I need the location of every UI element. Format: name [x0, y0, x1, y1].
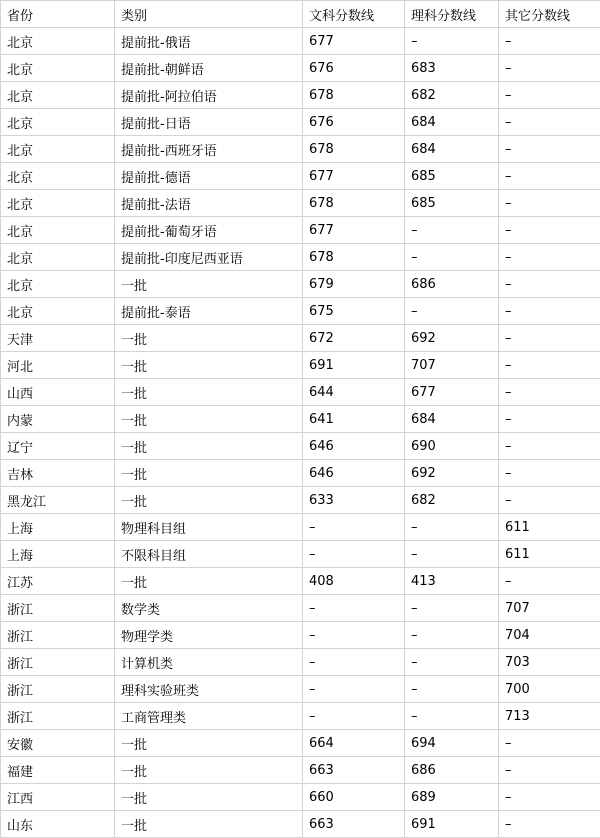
- cell-science-score: 682: [405, 487, 499, 514]
- cell-liberal-arts-score: 676: [303, 55, 405, 82]
- cell-category: 一批: [115, 757, 303, 784]
- cell-science-score: 413: [405, 568, 499, 595]
- cell-province: 山东: [1, 811, 115, 838]
- cell-category: 提前批-印度尼西亚语: [115, 244, 303, 271]
- cell-province: 浙江: [1, 595, 115, 622]
- table-row: [1, 406, 600, 433]
- cell-other-score: –: [499, 406, 600, 433]
- cell-other-score: –: [499, 433, 600, 460]
- cell-other-score: –: [499, 784, 600, 811]
- cell-liberal-arts-score: –: [303, 541, 405, 568]
- cell-province: 浙江: [1, 676, 115, 703]
- table-row: [1, 271, 600, 298]
- cell-science-score: –: [405, 622, 499, 649]
- cell-category: 提前批-德语: [115, 163, 303, 190]
- cell-science-score: 692: [405, 460, 499, 487]
- cell-liberal-arts-score: –: [303, 703, 405, 730]
- cell-other-score: –: [499, 298, 600, 325]
- table-row: [1, 568, 600, 595]
- cell-province: 北京: [1, 109, 115, 136]
- table-row: [1, 811, 600, 838]
- cell-other-score: 700: [499, 676, 600, 703]
- cell-liberal-arts-score: –: [303, 514, 405, 541]
- cell-liberal-arts-score: –: [303, 649, 405, 676]
- cell-category: 一批: [115, 271, 303, 298]
- cell-liberal-arts-score: –: [303, 595, 405, 622]
- cell-science-score: –: [405, 514, 499, 541]
- cell-category: 一批: [115, 784, 303, 811]
- cell-category: 一批: [115, 730, 303, 757]
- cell-category: 一批: [115, 811, 303, 838]
- cell-other-score: –: [499, 730, 600, 757]
- cell-science-score: 686: [405, 757, 499, 784]
- cell-other-score: –: [499, 352, 600, 379]
- cell-liberal-arts-score: 646: [303, 433, 405, 460]
- cell-science-score: 684: [405, 136, 499, 163]
- cell-science-score: –: [405, 595, 499, 622]
- cell-other-score: –: [499, 109, 600, 136]
- cell-science-score: –: [405, 244, 499, 271]
- cell-liberal-arts-score: 663: [303, 757, 405, 784]
- cell-category: 提前批-法语: [115, 190, 303, 217]
- cell-other-score: –: [499, 217, 600, 244]
- cell-province: 北京: [1, 163, 115, 190]
- table-row: [1, 622, 600, 649]
- cell-category: 物理学类: [115, 622, 303, 649]
- cell-category: 计算机类: [115, 649, 303, 676]
- cell-province: 浙江: [1, 649, 115, 676]
- cell-science-score: 682: [405, 82, 499, 109]
- cell-category: 提前批-阿拉伯语: [115, 82, 303, 109]
- table-row: [1, 730, 600, 757]
- cell-province: 浙江: [1, 622, 115, 649]
- cell-category: 提前批-西班牙语: [115, 136, 303, 163]
- cell-science-score: –: [405, 217, 499, 244]
- table-row: [1, 352, 600, 379]
- cell-category: 物理科目组: [115, 514, 303, 541]
- cell-liberal-arts-score: 678: [303, 82, 405, 109]
- cell-liberal-arts-score: –: [303, 676, 405, 703]
- cell-science-score: 689: [405, 784, 499, 811]
- cell-liberal-arts-score: 678: [303, 136, 405, 163]
- cell-category: 提前批-日语: [115, 109, 303, 136]
- cell-liberal-arts-score: 641: [303, 406, 405, 433]
- cell-other-score: –: [499, 811, 600, 838]
- cell-province: 北京: [1, 244, 115, 271]
- cell-province: 北京: [1, 55, 115, 82]
- cell-other-score: 611: [499, 541, 600, 568]
- table-row: [1, 217, 600, 244]
- cell-category: 不限科目组: [115, 541, 303, 568]
- cell-science-score: 684: [405, 406, 499, 433]
- cell-science-score: 685: [405, 163, 499, 190]
- cell-science-score: 694: [405, 730, 499, 757]
- table-row: [1, 703, 600, 730]
- table-row: [1, 757, 600, 784]
- table-row: [1, 109, 600, 136]
- cell-province: 北京: [1, 298, 115, 325]
- cell-province: 天津: [1, 325, 115, 352]
- cell-province: 北京: [1, 217, 115, 244]
- cell-science-score: 692: [405, 325, 499, 352]
- cell-province: 北京: [1, 28, 115, 55]
- table-row: [1, 541, 600, 568]
- cell-province: 辽宁: [1, 433, 115, 460]
- cell-science-score: –: [405, 28, 499, 55]
- header-science-score: 理科分数线: [405, 1, 499, 28]
- cell-liberal-arts-score: 677: [303, 28, 405, 55]
- cell-science-score: 683: [405, 55, 499, 82]
- cell-science-score: –: [405, 649, 499, 676]
- cell-other-score: 611: [499, 514, 600, 541]
- table-row: [1, 82, 600, 109]
- cell-other-score: 703: [499, 649, 600, 676]
- cell-liberal-arts-score: 677: [303, 163, 405, 190]
- cell-other-score: –: [499, 460, 600, 487]
- cell-liberal-arts-score: 660: [303, 784, 405, 811]
- cell-category: 一批: [115, 433, 303, 460]
- cell-other-score: –: [499, 379, 600, 406]
- header-other-score: 其它分数线: [499, 1, 600, 28]
- header-category: 类别: [115, 1, 303, 28]
- header-liberal-arts-score: 文科分数线: [303, 1, 405, 28]
- cell-category: 理科实验班类: [115, 676, 303, 703]
- cell-province: 北京: [1, 136, 115, 163]
- table-row: [1, 514, 600, 541]
- cell-liberal-arts-score: 633: [303, 487, 405, 514]
- cell-liberal-arts-score: –: [303, 622, 405, 649]
- cell-province: 山西: [1, 379, 115, 406]
- cell-province: 吉林: [1, 460, 115, 487]
- cell-province: 内蒙: [1, 406, 115, 433]
- table-row: [1, 244, 600, 271]
- cell-other-score: –: [499, 244, 600, 271]
- cell-other-score: –: [499, 55, 600, 82]
- cell-science-score: 691: [405, 811, 499, 838]
- cell-liberal-arts-score: 646: [303, 460, 405, 487]
- table-row: [1, 460, 600, 487]
- table-row: [1, 649, 600, 676]
- cell-science-score: 685: [405, 190, 499, 217]
- cell-liberal-arts-score: 691: [303, 352, 405, 379]
- cell-other-score: 707: [499, 595, 600, 622]
- table-row: [1, 784, 600, 811]
- cell-category: 一批: [115, 406, 303, 433]
- cell-category: 一批: [115, 487, 303, 514]
- table-row: [1, 298, 600, 325]
- cell-province: 北京: [1, 82, 115, 109]
- table-row: [1, 28, 600, 55]
- table-row: [1, 136, 600, 163]
- cell-category: 提前批-葡萄牙语: [115, 217, 303, 244]
- cell-science-score: 677: [405, 379, 499, 406]
- cell-category: 一批: [115, 568, 303, 595]
- cell-province: 河北: [1, 352, 115, 379]
- cell-province: 北京: [1, 190, 115, 217]
- cell-liberal-arts-score: 679: [303, 271, 405, 298]
- table-body: [1, 28, 600, 838]
- cell-province: 江苏: [1, 568, 115, 595]
- cell-category: 提前批-朝鲜语: [115, 55, 303, 82]
- cell-category: 提前批-泰语: [115, 298, 303, 325]
- cell-category: 提前批-俄语: [115, 28, 303, 55]
- cell-science-score: 707: [405, 352, 499, 379]
- cell-liberal-arts-score: 663: [303, 811, 405, 838]
- cell-science-score: 686: [405, 271, 499, 298]
- cell-other-score: –: [499, 325, 600, 352]
- table-row: [1, 163, 600, 190]
- cell-liberal-arts-score: 675: [303, 298, 405, 325]
- cell-science-score: –: [405, 703, 499, 730]
- cell-category: 一批: [115, 325, 303, 352]
- cell-province: 北京: [1, 271, 115, 298]
- cell-category: 一批: [115, 352, 303, 379]
- table-row: [1, 379, 600, 406]
- cell-category: 一批: [115, 460, 303, 487]
- cell-science-score: –: [405, 676, 499, 703]
- cell-liberal-arts-score: 644: [303, 379, 405, 406]
- cell-other-score: –: [499, 190, 600, 217]
- cell-other-score: –: [499, 28, 600, 55]
- cell-other-score: –: [499, 568, 600, 595]
- cell-liberal-arts-score: 664: [303, 730, 405, 757]
- cell-liberal-arts-score: 678: [303, 190, 405, 217]
- cell-province: 浙江: [1, 703, 115, 730]
- cell-category: 数学类: [115, 595, 303, 622]
- cell-other-score: –: [499, 163, 600, 190]
- table-row: [1, 595, 600, 622]
- header-province: 省份: [1, 1, 115, 28]
- cell-science-score: –: [405, 541, 499, 568]
- cell-category: 工商管理类: [115, 703, 303, 730]
- cell-other-score: –: [499, 82, 600, 109]
- cell-other-score: –: [499, 271, 600, 298]
- cell-science-score: 690: [405, 433, 499, 460]
- table-row: [1, 55, 600, 82]
- cell-liberal-arts-score: 672: [303, 325, 405, 352]
- cell-category: 一批: [115, 379, 303, 406]
- cell-other-score: 704: [499, 622, 600, 649]
- cell-liberal-arts-score: 676: [303, 109, 405, 136]
- cell-province: 安徽: [1, 730, 115, 757]
- table-row: [1, 190, 600, 217]
- cell-liberal-arts-score: 678: [303, 244, 405, 271]
- cell-province: 上海: [1, 541, 115, 568]
- cell-science-score: 684: [405, 109, 499, 136]
- header-row: [1, 1, 600, 28]
- cell-science-score: –: [405, 298, 499, 325]
- cell-province: 黑龙江: [1, 487, 115, 514]
- cell-province: 上海: [1, 514, 115, 541]
- table-row: [1, 487, 600, 514]
- table-row: [1, 325, 600, 352]
- cell-province: 福建: [1, 757, 115, 784]
- cell-province: 江西: [1, 784, 115, 811]
- table-row: [1, 433, 600, 460]
- cell-liberal-arts-score: 408: [303, 568, 405, 595]
- cell-other-score: –: [499, 757, 600, 784]
- cell-other-score: –: [499, 136, 600, 163]
- cell-other-score: –: [499, 487, 600, 514]
- cell-liberal-arts-score: 677: [303, 217, 405, 244]
- table-row: [1, 676, 600, 703]
- cell-other-score: 713: [499, 703, 600, 730]
